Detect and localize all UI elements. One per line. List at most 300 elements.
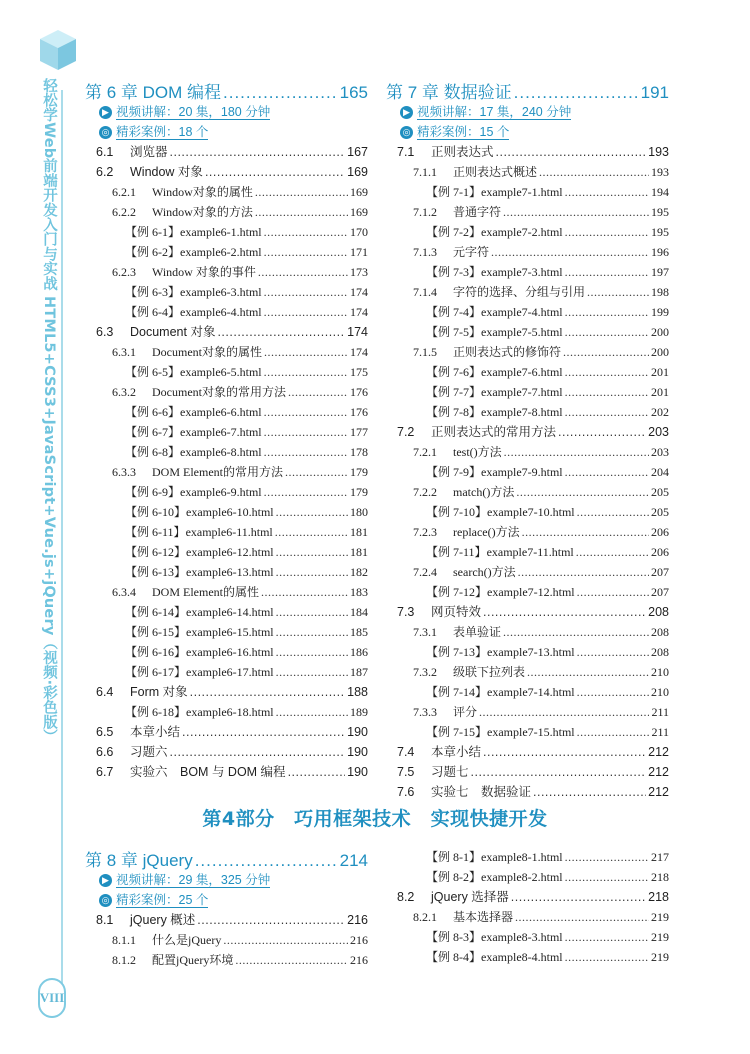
entry-page: 173 [350,265,368,279]
toc-example-entry[interactable] [85,662,368,682]
entry-text: search()方法 [453,565,516,579]
entry-number: 【例 6-2】 [125,245,180,259]
toc-section-entry[interactable] [85,322,368,342]
leader-dots [288,762,346,782]
leader-dots [577,642,649,662]
leader-dots [255,182,348,202]
entry-title [125,542,274,562]
leader-dots [527,662,649,682]
toc-example-entry[interactable] [85,522,368,542]
entry-title [125,562,274,582]
entry-page: 210 [651,685,669,699]
toc-section-entry[interactable] [85,682,368,702]
toc-subsection-entry[interactable] [85,382,368,402]
entry-page: 208 [648,605,669,619]
toc-section-entry[interactable] [85,722,368,742]
entry-text: example8-4.html [481,950,563,964]
entry-page: 203 [648,425,669,439]
entry-page: 211 [651,725,669,739]
leader-dots [276,642,348,662]
entry-number: 7.1 [397,145,415,159]
toc-example-entry[interactable] [386,642,669,662]
toc-section-entry[interactable] [386,142,669,162]
entry-number: 6.1 [96,145,114,159]
entry-page: 219 [651,910,669,924]
toc-example-entry[interactable] [85,442,368,462]
leader-dots [264,442,348,462]
entry-title [112,202,253,222]
entry-text: example6-4.html [180,305,262,319]
toc-section-entry[interactable] [85,762,368,782]
video-text: 视频讲解：29 集，325 分钟 [116,872,271,887]
entry-page: 203 [651,445,669,459]
entry-text: example6-3.html [180,285,262,299]
entry-text: example6-8.html [180,445,262,459]
toc-example-entry[interactable] [386,682,669,702]
cube-logo-icon [36,28,80,72]
entry-text: example7-7.html [481,385,563,399]
toc-subsection-entry[interactable] [85,202,368,222]
entry-number: 6.2.1 [112,185,136,199]
entry-page: 218 [648,890,669,904]
toc-example-entry[interactable] [85,482,368,502]
chapter-title: 第 6 章 DOM 编程 [85,83,222,102]
entry-page: 193 [648,145,669,159]
entry-title [96,682,188,702]
entry-title [112,382,286,402]
entry-title [125,702,274,722]
toc-example-entry[interactable] [386,182,669,202]
entry-number: 7.2.4 [413,565,437,579]
entry-text: Window对象的方法 [152,205,253,219]
entry-text: 正则表达式的修饰符 [453,345,562,359]
entry-number: 【例 6-15】 [125,625,186,639]
leader-dots [264,282,348,302]
entry-title [426,542,574,562]
entry-title [413,282,585,302]
leader-dots [565,462,649,482]
toc-example-entry[interactable] [386,382,669,402]
entry-number: 6.5 [96,725,114,739]
entry-page: 206 [651,545,669,559]
leader-dots [496,142,647,162]
entry-title [397,142,494,162]
entry-page: 169 [350,205,368,219]
toc-subsection-entry[interactable] [386,162,669,182]
entry-page: 181 [350,525,368,539]
toc-list [386,142,669,802]
entry-page: 190 [347,765,368,779]
toc-example-entry[interactable] [386,262,669,282]
entry-page: 177 [350,425,368,439]
entry-title [96,910,195,930]
entry-page: 179 [350,485,368,499]
toc-example-entry[interactable] [386,582,669,602]
toc-example-entry[interactable] [386,542,669,562]
case-icon: ◎ [99,126,112,139]
entry-title [426,382,563,402]
leader-dots [258,262,348,282]
entry-number: 【例 7-11】 [426,545,487,559]
entry-page: 212 [648,785,669,799]
entry-number: 【例 8-2】 [426,870,481,884]
toc-subsection-entry[interactable] [386,622,669,642]
chapter-page: 214 [339,851,368,870]
entry-page: 200 [651,325,669,339]
entry-title [397,782,531,802]
entry-title [413,907,513,927]
entry-title [426,682,575,702]
toc-example-entry[interactable] [85,542,368,562]
toc-example-entry[interactable] [386,947,669,967]
entry-number: 【例 6-3】 [125,285,180,299]
cases-info [386,122,669,142]
entry-page: 205 [651,505,669,519]
leader-dots [276,542,348,562]
entry-number: 【例 6-7】 [125,425,180,439]
entry-page: 199 [651,305,669,319]
toc-section-entry[interactable] [386,762,669,782]
entry-title [413,442,502,462]
toc-subsection-entry[interactable] [386,202,669,222]
leader-dots [565,222,649,242]
entry-text: 基本选择器 [453,910,514,924]
leader-dots [503,622,649,642]
leader-dots [205,162,345,182]
toc-subsection-entry[interactable] [85,930,368,950]
toc-section-entry[interactable] [85,910,368,930]
toc-example-entry[interactable] [85,562,368,582]
cases-info [85,122,368,142]
chapter-heading[interactable] [386,78,669,102]
entry-title [426,362,563,382]
entry-text: replace()方法 [453,525,520,539]
video-icon: ▶ [99,106,112,119]
chapter-6-section [85,78,368,782]
entry-title [397,887,509,907]
entry-number: 7.3.2 [413,665,437,679]
toc-section-entry[interactable] [386,887,669,907]
toc-section-entry[interactable] [386,422,669,442]
leader-dots [511,887,646,907]
cases-text: 精彩案例：15 个 [417,124,510,139]
entry-number: 6.2.3 [112,265,136,279]
entry-page: 201 [651,365,669,379]
entry-page: 196 [651,245,669,259]
toc-subsection-entry[interactable] [386,562,669,582]
entry-number: 【例 6-5】 [125,365,180,379]
entry-text: example6-5.html [180,365,262,379]
entry-page: 212 [648,745,669,759]
toc-example-entry[interactable] [386,502,669,522]
entry-page: 182 [350,565,368,579]
entry-title [413,622,501,642]
toc-example-entry[interactable] [386,302,669,322]
toc-example-entry[interactable] [85,302,368,322]
toc-subsection-entry[interactable] [386,662,669,682]
entry-page: 176 [350,405,368,419]
leader-dots [558,422,646,442]
entry-number: 【例 7-3】 [426,265,481,279]
entry-title [397,762,469,782]
entry-title [96,722,180,742]
entry-text: example6-7.html [180,425,262,439]
entry-number: 【例 8-1】 [426,850,481,864]
entry-title [413,342,561,362]
leader-dots [217,322,345,342]
entry-number: 7.2 [397,425,415,439]
entry-number: 【例 7-1】 [426,185,481,199]
toc-subsection-entry[interactable] [386,342,669,362]
toc-example-entry[interactable] [85,242,368,262]
entry-title [96,322,215,342]
entry-page: 219 [651,930,669,944]
entry-number: 6.3.4 [112,585,136,599]
entry-title [413,202,501,222]
entry-title [426,182,563,202]
toc-example-entry[interactable] [85,402,368,422]
entry-number: 【例 6-18】 [125,705,186,719]
toc-example-entry[interactable] [386,402,669,422]
entry-title [125,422,262,442]
entry-text: 实验六 BOM 与 DOM 编程 [130,765,286,779]
toc-example-entry[interactable] [386,222,669,242]
cases-text: 精彩案例：25 个 [116,892,209,907]
entry-text: 网页特效 [431,605,482,619]
entry-title [96,162,203,182]
toc-subsection-entry[interactable] [386,282,669,302]
entry-number: 【例 6-10】 [125,505,186,519]
entry-text: example6-9.html [180,485,262,499]
video-info [386,102,669,122]
entry-title [125,362,262,382]
entry-text: example7-11.html [486,545,574,559]
entry-title [413,242,489,262]
toc-subsection-entry[interactable] [85,342,368,362]
entry-text: example7-4.html [481,305,563,319]
entry-title [397,422,556,442]
entry-page: 216 [350,953,368,967]
leader-dots [276,662,348,682]
entry-text: example7-9.html [481,465,563,479]
toc-example-entry[interactable] [386,847,669,867]
entry-number: 7.3.3 [413,705,437,719]
toc-example-entry[interactable] [386,722,669,742]
entry-text: match()方法 [453,485,515,499]
entry-title [125,442,262,462]
entry-title [96,742,168,762]
leader-dots [275,522,348,542]
leader-dots [261,582,348,602]
part-title: 第4部分 巧用框架技术 实现快捷开发 [202,808,548,830]
toc-subsection-entry[interactable] [386,907,669,927]
entry-text: example7-14.html [487,685,575,699]
toc-section-entry[interactable] [85,162,368,182]
entry-text: 实验七 数据验证 [431,785,532,799]
toc-example-entry[interactable] [85,222,368,242]
leader-dots [577,722,650,742]
toc-example-entry[interactable] [386,462,669,482]
leader-dots [565,182,649,202]
toc-subsection-entry[interactable] [85,582,368,602]
leader-dots [577,582,649,602]
entry-title [125,662,274,682]
toc-example-entry[interactable] [386,867,669,887]
entry-title [426,722,575,742]
entry-number: 【例 7-10】 [426,505,487,519]
entry-text: 普通字符 [453,205,502,219]
entry-page: 195 [651,205,669,219]
toc-section-entry[interactable] [85,742,368,762]
leader-dots [539,162,649,182]
entry-text: 正则表达式的常用方法 [431,425,557,439]
entry-page: 167 [347,145,368,159]
toc-example-entry[interactable] [85,502,368,522]
toc-subsection-entry[interactable] [85,462,368,482]
entry-number: 6.3.2 [112,385,136,399]
entry-title [426,947,563,967]
leader-dots [518,562,649,582]
toc-example-entry[interactable] [386,362,669,382]
entry-number: 【例 7-15】 [426,725,487,739]
leader-dots [182,722,345,742]
leader-dots [563,342,649,362]
entry-page: 175 [350,365,368,379]
entry-number: 【例 6-4】 [125,305,180,319]
toc-section-entry[interactable] [386,602,669,622]
entry-title [413,562,516,582]
toc-subsection-entry[interactable] [85,950,368,970]
video-icon: ▶ [99,874,112,887]
toc-example-entry[interactable] [85,422,368,442]
entry-page: 208 [651,625,669,639]
entry-page: 188 [347,685,368,699]
chapter-8-section [85,846,368,970]
entry-text: 本章小结 [431,745,482,759]
entry-page: 186 [350,645,368,659]
leader-dots [483,602,646,622]
toc-example-entry[interactable] [386,322,669,342]
toc-subsection-entry[interactable] [386,522,669,542]
toc-example-entry[interactable] [85,622,368,642]
entry-page: 176 [350,385,368,399]
entry-number: 【例 7-6】 [426,365,481,379]
leader-dots [276,562,348,582]
entry-number: 【例 7-14】 [426,685,487,699]
entry-page: 169 [350,185,368,199]
entry-title [112,930,221,950]
entry-page: 171 [350,245,368,259]
leader-dots [565,322,649,342]
toc-list [85,142,368,782]
toc-example-entry[interactable] [386,927,669,947]
leader-dots [565,867,649,887]
entry-page: 183 [350,585,368,599]
toc-example-entry[interactable] [85,602,368,622]
toc-example-entry[interactable] [85,702,368,722]
leader-dots [255,202,348,222]
toc-example-entry[interactable] [85,362,368,382]
leader-dots [565,362,649,382]
entry-number: 7.1.3 [413,245,437,259]
entry-title [413,522,520,542]
toc-section-entry[interactable] [85,142,368,162]
entry-page: 180 [350,505,368,519]
leader-dots [276,502,348,522]
entry-title [426,927,563,947]
toc-example-entry[interactable] [85,642,368,662]
entry-text: 级联下拉列表 [453,665,526,679]
toc-section-entry[interactable] [386,742,669,762]
entry-text: example7-15.html [487,725,575,739]
entry-title [426,322,563,342]
toc-example-entry[interactable] [85,282,368,302]
toc-section-entry[interactable] [386,782,669,802]
entry-number: 7.5 [397,765,415,779]
case-icon: ◎ [400,126,413,139]
entry-page: 202 [651,405,669,419]
leader-dots [264,422,348,442]
entry-page: 218 [651,870,669,884]
entry-page: 217 [651,850,669,864]
entry-text: 配置jQuery环境 [152,953,234,967]
case-icon: ◎ [99,894,112,907]
entry-title [413,662,525,682]
entry-page: 205 [651,485,669,499]
entry-title [125,482,262,502]
entry-text: example6-17.html [186,665,274,679]
toc-subsection-entry[interactable] [386,702,669,722]
entry-title [112,342,262,362]
entry-number: 【例 6-1】 [125,225,180,239]
leader-dots [587,282,649,302]
entry-text: 习题六 [130,745,168,759]
entry-number: 7.2.3 [413,525,437,539]
entry-text: example8-2.html [481,870,563,884]
entry-text: Window对象的属性 [152,185,253,199]
entry-number: 7.4 [397,745,415,759]
leader-dots [264,362,348,382]
entry-page: 185 [350,625,368,639]
leader-dots [565,927,649,947]
leader-dots [522,522,649,542]
entry-number: 【例 8-3】 [426,930,481,944]
chapter-heading[interactable] [85,78,368,102]
entry-page: 216 [347,913,368,927]
leader-dots [195,851,338,871]
leader-dots [197,910,345,930]
toc-subsection-entry[interactable] [85,262,368,282]
leader-dots [565,402,649,422]
toc-subsection-entry[interactable] [85,182,368,202]
chapter-heading[interactable] [85,846,368,870]
leader-dots [170,142,346,162]
toc-subsection-entry[interactable] [386,242,669,262]
entry-title [426,502,575,522]
entry-number: 6.6 [96,745,114,759]
entry-text: example6-13.html [186,565,274,579]
toc-subsection-entry[interactable] [386,442,669,462]
leader-dots [504,442,649,462]
entry-text: DOM Element的属性 [152,585,259,599]
entry-page: 200 [651,345,669,359]
entry-page: 197 [651,265,669,279]
side-band [0,0,78,1054]
toc-subsection-entry[interactable] [386,482,669,502]
entry-page: 204 [651,465,669,479]
leader-dots [285,462,348,482]
entry-title [125,522,273,542]
